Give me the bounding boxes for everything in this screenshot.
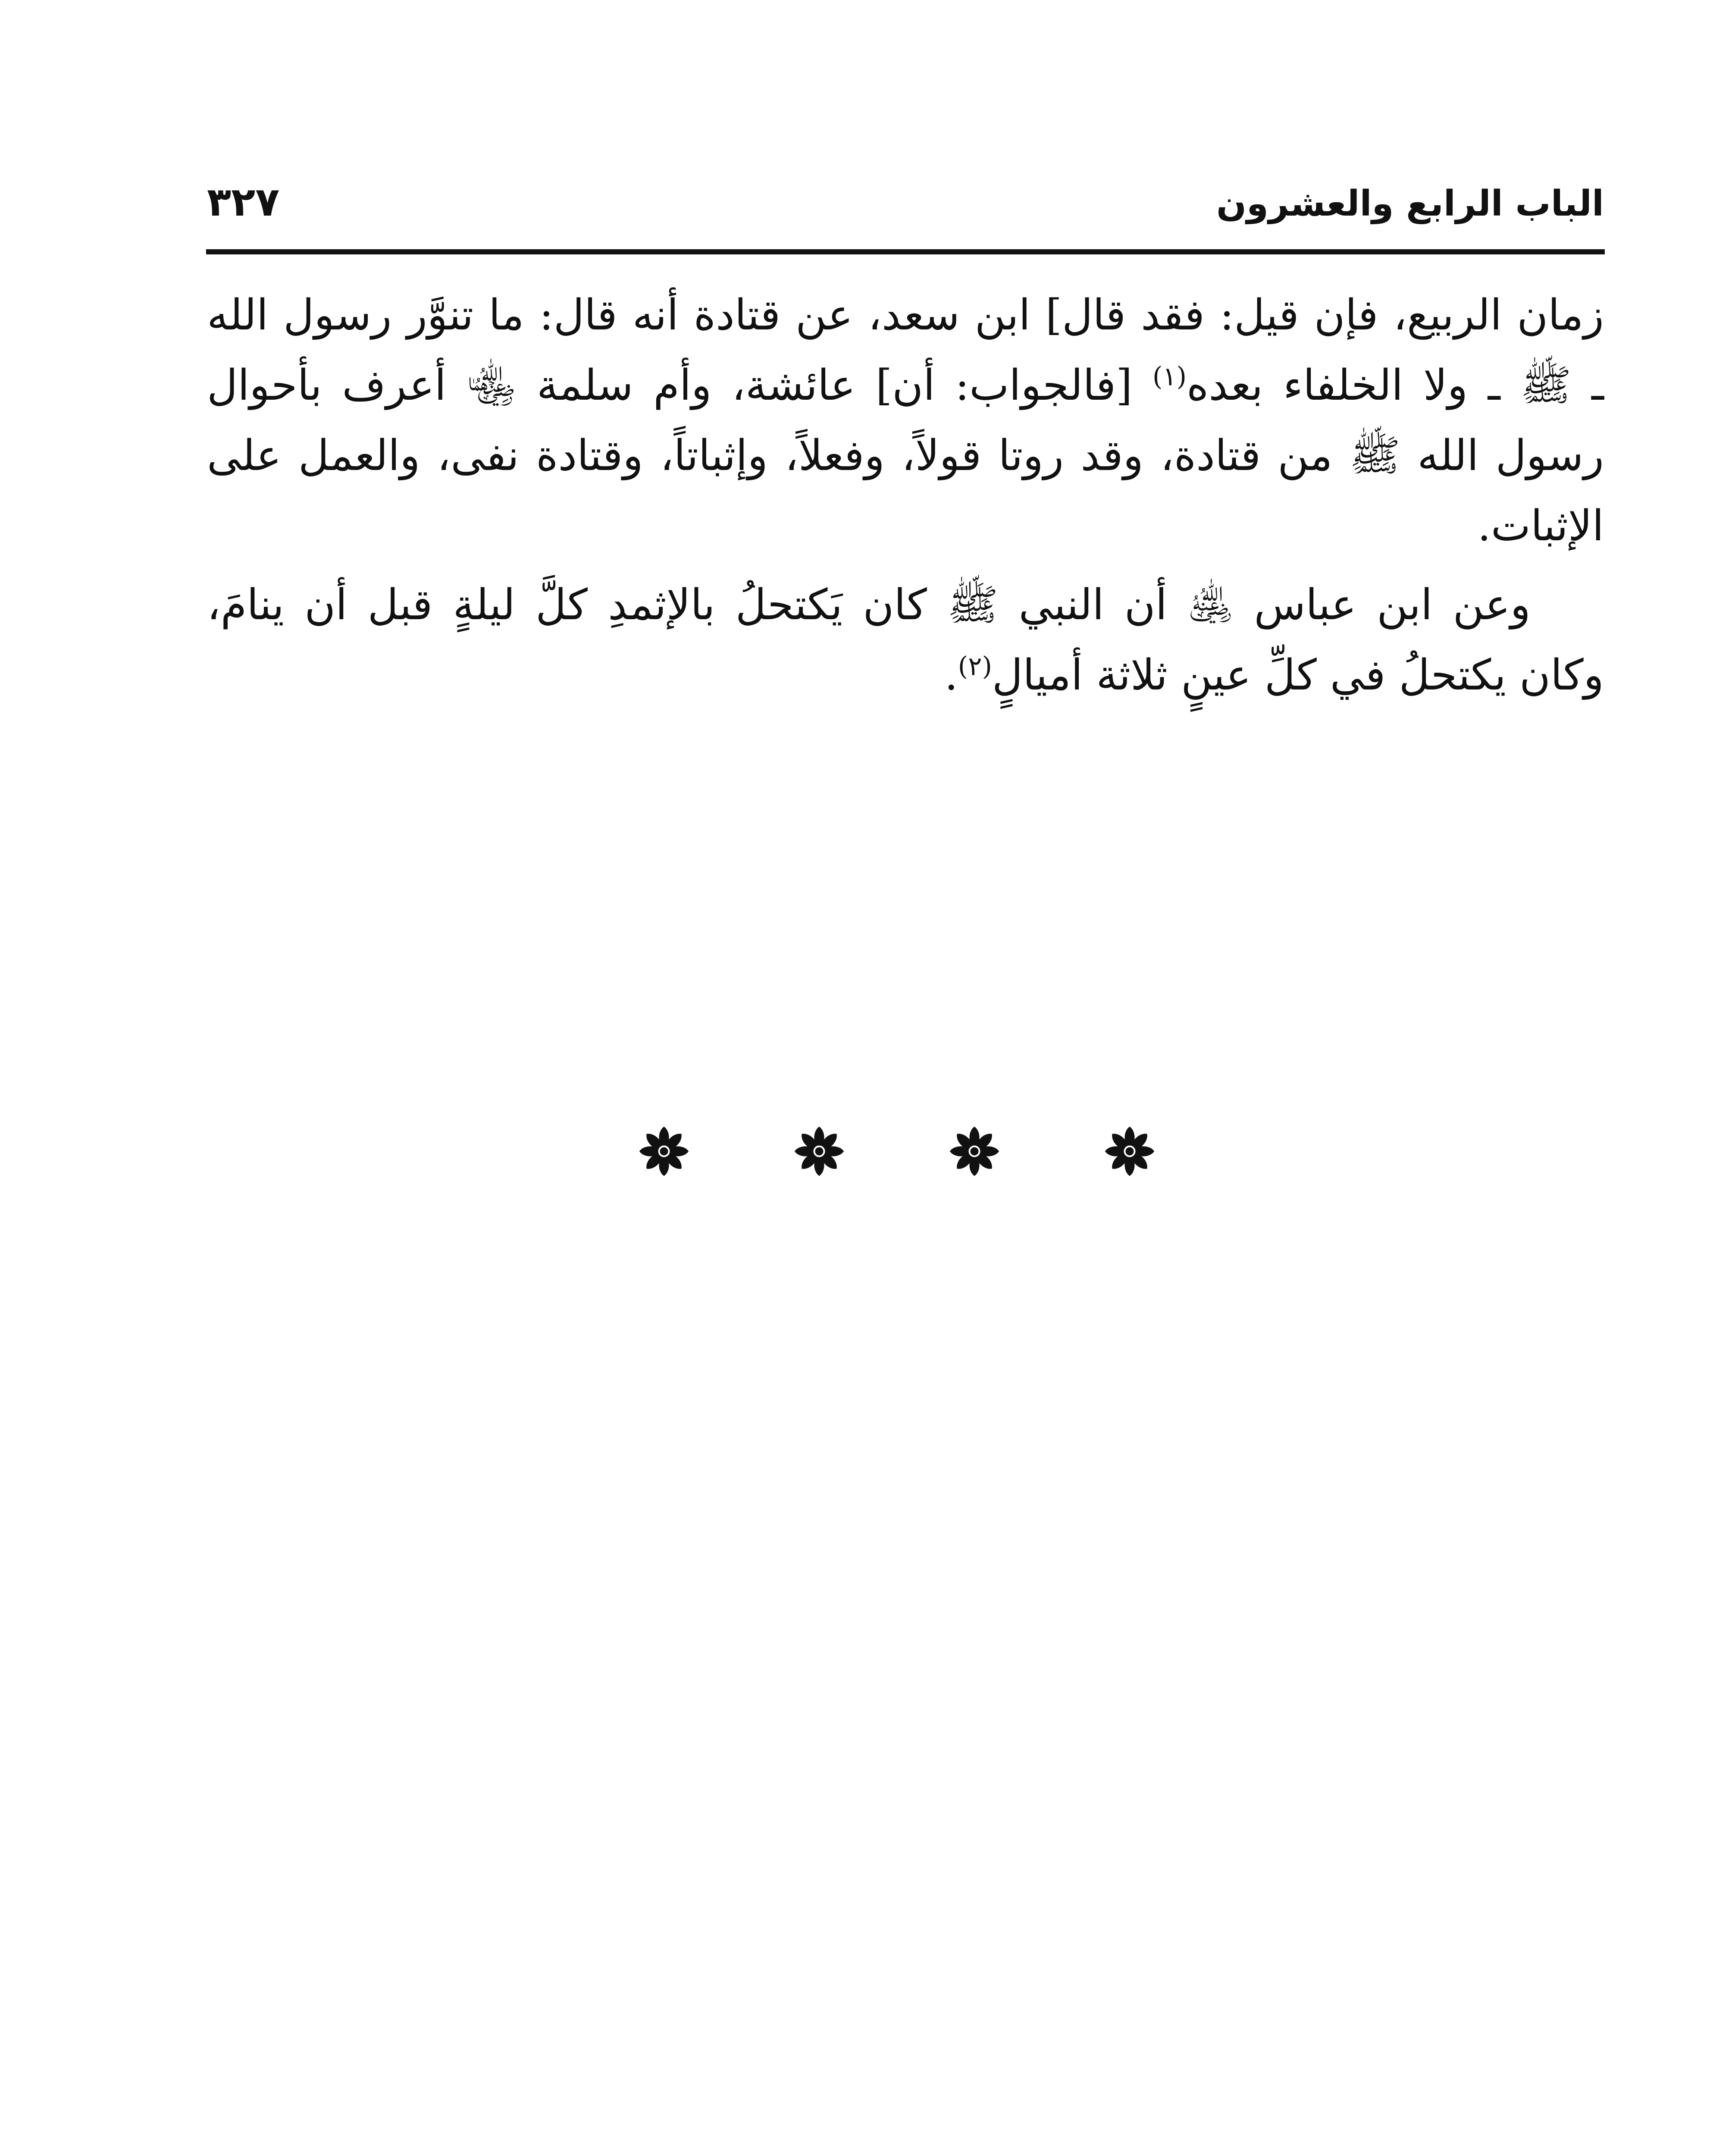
paragraph-1-text-a: زمان الربيع، فإن قيل: فقد قال] ابن سعد، عن قتادة أنه قال: ما تنوَّر رسول الله ـ ﷺ ـ ولا الخلفاء بعده: [207, 291, 1604, 410]
section-ornaments: [638, 1123, 1156, 1179]
body-text: [207, 280, 1604, 711]
paragraph-2-text-a: وعن ابن عباس ﵁ أن النبي ﷺ كان يَكتحلُ بالإثمدِ كلَّ ليلةٍ قبل أن ينامَ، وكان يكتحلُ في كلِّ عينٍ ثلاثة أميالٍ: [207, 580, 1604, 700]
paragraph-1: [207, 280, 1604, 561]
chapter-title: الباب الرابع والعشرون: [1216, 183, 1604, 224]
flower-ornament-icon: [949, 1125, 1000, 1177]
paragraph-2-text-b: .: [944, 651, 958, 700]
footnote-ref-1: (١): [1152, 361, 1187, 392]
running-header: [207, 170, 1604, 235]
flower-ornament-icon: [1104, 1125, 1156, 1177]
flower-ornament-icon: [793, 1125, 845, 1177]
header-divider: [206, 249, 1605, 254]
paragraph-1-text-b: [فالجواب: أن] عائشة، وأم سلمة ﵄ أعرف بأحوال رسول الله ﷺ من قتادة، وقد روتا قولاً، وفعلاً، وإثباتاً، وقتادة نفى، والعمل على الإثبات.: [207, 361, 1604, 551]
footnote-ref-2: (٢): [958, 651, 992, 682]
flower-ornament-icon: [638, 1125, 690, 1177]
paragraph-2: [207, 570, 1604, 711]
page-number: ٣٢٧: [207, 179, 280, 225]
